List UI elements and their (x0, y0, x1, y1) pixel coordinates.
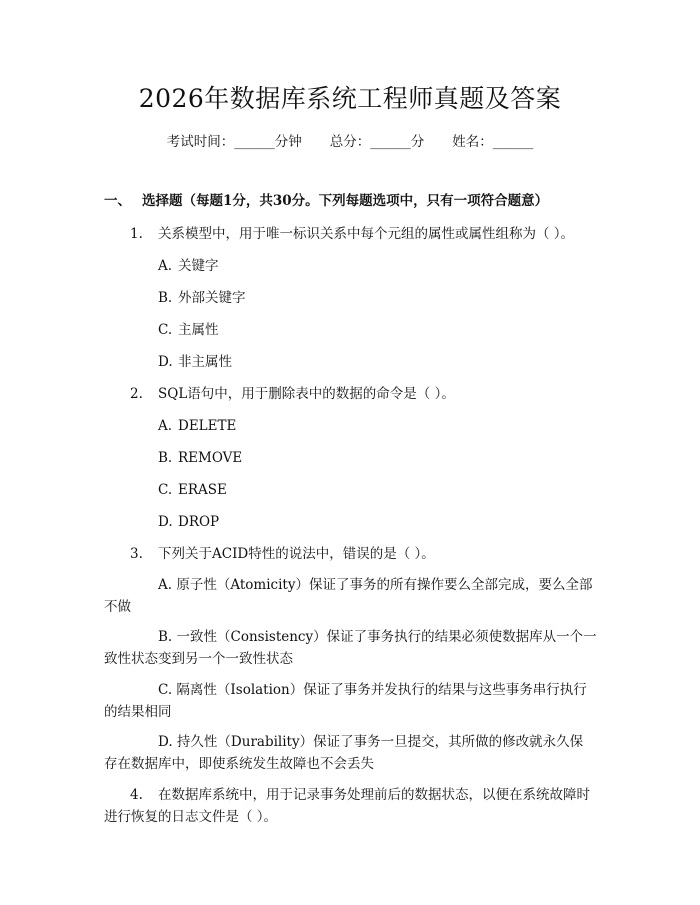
option-text: ERASE (178, 482, 227, 498)
question-1-stem (130, 224, 574, 244)
option-letter: D. (158, 354, 173, 370)
section-title: 选择题（每题1分，共30分。下列每题选项中，只有一项符合题意） (142, 193, 549, 209)
question-3-option-a-line1: A. 原子性（Atomicity）保证了事务的所有操作要么全部完成，要么全部 (158, 577, 593, 593)
question-4-stem-line1 (130, 785, 590, 805)
question-1-option-a (158, 256, 219, 276)
question-3-option-b-line1: B. 一致性（Consistency）保证了事务执行的结果必须使数据库从一个一 (158, 629, 597, 645)
name-field: 姓名：______ (452, 134, 534, 150)
question-2-stem (130, 384, 455, 404)
question-1-option-b (158, 288, 246, 308)
document-title: 2026年数据库系统工程师真题及答案 (138, 84, 562, 113)
option-text: 非主属性 (178, 354, 232, 370)
question-text: SQL语句中，用于删除表中的数据的命令是（ ）。 (158, 386, 455, 402)
option-text: 关键字 (178, 258, 219, 274)
question-3-option-d-line2: 存在数据库中，即使系统发生故障也不会丢失 (104, 756, 374, 772)
option-text: DELETE (178, 418, 237, 434)
option-letter: D. (158, 514, 173, 530)
exam-meta (0, 132, 700, 152)
question-number: 3. (130, 546, 143, 562)
option-letter: A. (158, 418, 173, 434)
question-2-option-a (158, 416, 236, 436)
question-text: 下列关于ACID特性的说法中，错误的是（ ）。 (158, 546, 435, 562)
question-number: 1. (130, 226, 143, 242)
option-text: REMOVE (178, 450, 243, 466)
question-2-option-d (158, 512, 219, 532)
option-text: 主属性 (178, 322, 219, 338)
question-number: 4. (130, 787, 143, 803)
question-3-option-c-line1: C. 隔离性（Isolation）保证了事务并发执行的结果与这些事务串行执行 (158, 682, 587, 698)
section-heading (104, 191, 548, 211)
option-letter: B. (158, 450, 173, 466)
question-3-stem (130, 544, 435, 564)
question-text: 在数据库系统中，用于记录事务处理前后的数据状态，以便在系统故障时 (158, 787, 590, 803)
question-2-option-b (158, 448, 242, 468)
option-letter: B. (158, 290, 173, 306)
question-3-option-a-line2: 不做 (104, 599, 131, 615)
question-4-stem-line2: 进行恢复的日志文件是（ ）。 (104, 809, 278, 825)
option-letter: C. (158, 322, 173, 338)
question-3-option-c-line2: 的结果相同 (104, 704, 172, 720)
question-3-option-b-line2: 致性状态变到另一个一致性状态 (104, 651, 293, 667)
option-letter: A. (158, 258, 173, 274)
question-1-option-c (158, 320, 219, 340)
question-number: 2. (130, 386, 143, 402)
total-score-field: 总分：______分 (329, 134, 425, 150)
section-number: 一、 (104, 193, 131, 209)
question-text: 关系模型中，用于唯一标识关系中每个元组的属性或属性组称为（ ）。 (158, 226, 575, 242)
question-2-option-c (158, 480, 227, 500)
option-text: 外部关键字 (178, 290, 246, 306)
question-1-option-d (158, 352, 232, 372)
question-3-option-d-line1: D. 持久性（Durability）保证了事务一旦提交，其所做的修改就永久保 (158, 734, 584, 750)
option-text: DROP (178, 514, 220, 530)
option-letter: C. (158, 482, 173, 498)
exam-time-field: 考试时间：______分钟 (166, 134, 302, 150)
